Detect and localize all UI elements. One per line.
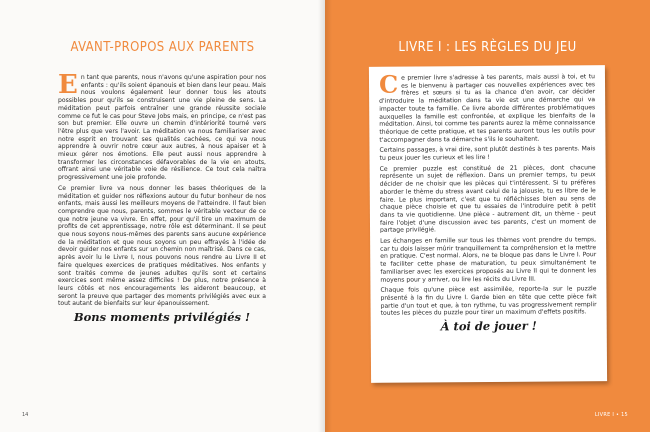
left-paragraph-1-text: n tant que parents, nous n'avons qu'une aspiration pour nos enfants : qu'ils soient épanouis et bien dans leur peau. Mais nous voulons également leur donner tous les atouts possibles pour qu'ils se construisent une vie pleine de sens. La méditation peut parfois entraîner une grande réussite sociale comme ce fut le cas pour Steve Jobs mais, en principe, ce n'est pas son but premier. Elle ouvre un chemin d'intériorité tourné vers l'être plus que vers l'avoir. La méditation va nous familiariser avec notre esprit en trouvant ses qualités cachées, ce qui va nous apprendre à ouvrir notre cœur aux autres, à nous apaiser et à mieux gérer nos émotions. Elle peut aussi nous apprendre à transformer les circonstances défavorables de la vie en atouts, offrant ainsi une véritable voie de résilience. Ce tout cela naîtra progressivement une joie profonde.: [58, 74, 266, 182]
right-paragraph-1: [378, 69, 596, 144]
right-signoff: À toi de jouer !: [440, 318, 537, 334]
left-page-body: [58, 70, 266, 325]
left-page-number: 14: [22, 412, 29, 418]
right-page-number: LIVRE I • 15: [594, 412, 628, 418]
right-paragraph-4: Les échanges en famille sur tous les thèmes vont prendre du temps, car tu dois laisser mûrir tranquillement ta compréhension et la mettre en pratique. C'est normal. Alors, ne te bloque pas dans le Livre I. Pour te faciliter cette phase de maturation, tu peux simultanément te familiariser avec les exercices proposés au Livre II qui te donnent les moyens pour y arriver, ou lire les récits du Livre III.: [380, 236, 597, 284]
left-signoff: Bons moments privilégiés !: [73, 310, 251, 325]
right-page: [325, 0, 650, 432]
right-dropcap: C: [378, 69, 399, 99]
right-page-heading: LIVRE I : LES RÈGLES DU JEU: [398, 40, 577, 55]
left-page-heading: AVANT-PROPOS AUX PARENTS: [70, 40, 255, 55]
book-gutter-shadow: [318, 0, 332, 432]
text-card: [369, 65, 607, 383]
left-paragraph-2: Ce premier livre va nous donner les bases théoriques de la méditation et guider nos réflexions autour du futur bonheur de nos enfants, mais aussi les meilleurs moyens de l'atteindre. Il faut bien comprendre que nous, parents, sommes le véritable vecteur de ce que notre jeune va vivre. En effet, pour qu'il tire un maximum de profits de cet apprentissage, notre rôle est déterminant. Il se peut que nous soyons nous-mêmes des parents sans aucune expérience de la méditation et que nous soyons un peu effrayés à l'idée de devoir guider nos enfants sur un chemin non maîtrisé. Dans ce cas, après avoir lu le Livre I, nous pouvons nous rendre au Livre II et faire quelques exercices de pratiques méditatives. Nos enfants y sont traités comme de jeunes adultes qu'ils sont et certains exercices sont même assez difficiles ! De plus, notre présence à leurs côtés et nos encouragements les aideront beaucoup, et seront la preuve que partager des moments privilégiés avec eux a tout autant de bienfaits sur leur épanouissement.: [58, 184, 266, 308]
right-paragraph-3: Ce premier puzzle est constitué de 21 pièces, dont chacune représente un sujet de réflexion. Dans un premier temps, tu peux décider de ne choisir que les pièces qui t'intéressent. Si tu préfères aborder le thème du stress avant celui de la jalousie, tu es libre de le faire. Le plus important, c'est que tu réfléchisses bien au sens de chaque pièce choisie et que tu essaies de l'introduire petit à petit dans ta vie quotidienne. Une pièce - autrement dit, un thème - peut faire l'objet d'une discussion avec tes parents, c'est un moment de partage privilégié.: [379, 163, 597, 235]
left-paragraph-1: [58, 70, 266, 182]
right-paragraph-5: Chaque fois qu'une pièce est assimilée, reporte-la sur le puzzle présenté à la fin du Livre I. Garde bien en tête que cette pièce fait partie d'un tout et que, à ton rythme, tu vas progressivement remplir toutes les pièces du puzzle pour tirer un maximum d'effets positifs.: [380, 285, 597, 318]
right-paragraph-1-text: e premier livre s'adresse à tes parents, mais aussi à toi, et tu es le bienvenu à partager ces nouvelles expériences avec tes frères et sœurs si tu as la chance d'en avoir, car décider d'introduire la méditation dans ta vie est une démarche qui va impacter toute ta famille. Ce livre aborde différentes problématiques auxquelles la famille est confrontée, et explique les bienfaits de la méditation. Ainsi, toi comme tes parents aurez la même connaissance théorique de cette pratique, et tes parents auront tous les outils pour t'accompagner dans ta démarche s'ils le souhaitent.: [379, 73, 596, 144]
right-page-body: [378, 69, 597, 334]
left-dropcap: E: [58, 70, 78, 100]
right-paragraph-2: Certains passages, à vrai dire, sont plutôt destinés à tes parents. Mais tu peux jouer les curieux et les lire !: [379, 145, 596, 162]
